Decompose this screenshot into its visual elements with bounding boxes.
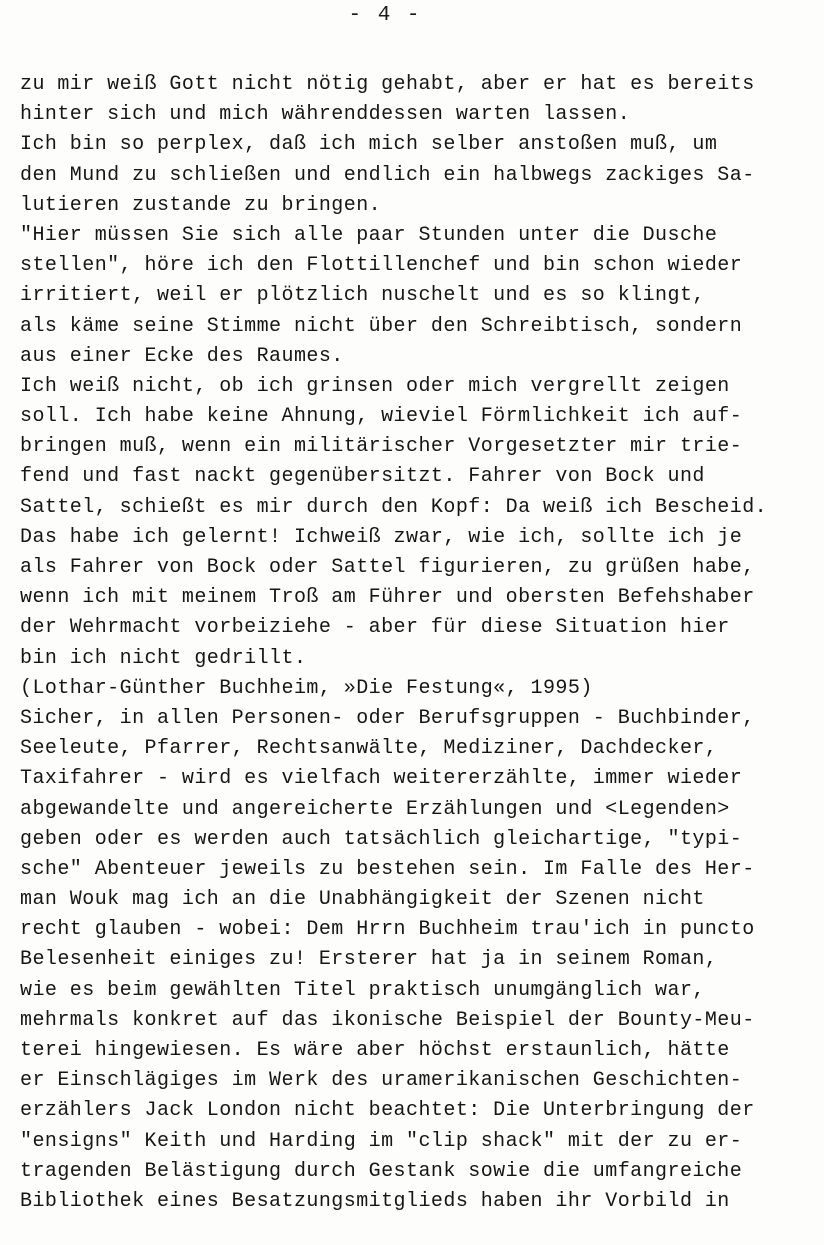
text-line: Ich bin so perplex, daß ich mich selber anstoßen muß, um	[20, 133, 718, 157]
text-line: Das habe ich gelernt! Ichweiß zwar, wie ich, sollte ich je	[20, 525, 743, 549]
text-line: abgewandelte und angereicherte Erzählungen und <Legenden>	[20, 797, 730, 821]
text-line: wie es beim gewählten Titel praktisch unumgänglich war,	[20, 978, 705, 1002]
text-line: hinter sich und mich währenddessen warten lassen.	[20, 103, 631, 127]
text-line: Sicher, in allen Personen- oder Berufsgruppen - Buchbinder,	[20, 706, 755, 730]
text-line: sche" Abenteuer jeweils zu bestehen sein. Im Falle des Her-	[20, 857, 755, 881]
text-line: Bibliothek eines Besatzungsmitglieds haben ihr Vorbild in	[20, 1189, 730, 1213]
text-line: lutieren zustande zu bringen.	[20, 193, 382, 217]
text-line: als Fahrer von Bock oder Sattel figurieren, zu grüßen habe,	[20, 556, 755, 579]
text-line: erzählers Jack London nicht beachtet: Die Unterbringung der	[20, 1099, 755, 1123]
text-line: bin ich nicht gedrillt.	[20, 646, 307, 670]
text-line: aus einer Ecke des Raumes.	[20, 344, 344, 368]
text-line: wenn ich mit meinem Troß am Führer und obersten Befehshaber	[20, 586, 755, 610]
text-line: mehrmals konkret auf das ikonische Beispiel der Bounty-Meu-	[20, 1008, 755, 1032]
text-line: recht glauben - wobei: Dem Hrrn Buchheim trau'ich in puncto	[20, 918, 755, 942]
text-line: terei hingewiesen. Es wäre aber höchst erstaunlich, hätte	[20, 1039, 730, 1062]
text-line: Ich weiß nicht, ob ich grinsen oder mich vergrellt zeigen	[20, 374, 730, 398]
text-line: soll. Ich habe keine Ahnung, wieviel Förmlichkeit ich auf-	[20, 405, 743, 429]
text-line: zu mir weiß Gott nicht nötig gehabt, aber er hat es bereits	[20, 73, 755, 96]
text-line: fend und fast nackt gegenübersitzt. Fahrer von Bock und	[20, 465, 705, 489]
text-line: Sattel, schießt es mir durch den Kopf: Da weiß ich Bescheid.	[20, 495, 768, 519]
text-line: stellen", höre ich den Flottillenchef und bin schon wieder	[20, 254, 743, 278]
typewritten-text-body	[20, 70, 810, 1217]
text-line: bringen muß, wenn ein militärischer Vorgesetzter mir trie-	[20, 435, 743, 459]
text-line: Seeleute, Pfarrer, Rechtsanwälte, Mediziner, Dachdecker,	[20, 737, 718, 761]
text-line: als käme seine Stimme nicht über den Schreibtisch, sondern	[20, 314, 743, 338]
text-line: geben oder es werden auch tatsächlich gleichartige, "typi-	[20, 827, 743, 851]
text-line: tragenden Belästigung durch Gestank sowie die umfangreiche	[20, 1159, 743, 1183]
text-line: (Lothar-Günther Buchheim, »Die Festung«, 1995)	[20, 676, 593, 700]
text-line: "Hier müssen Sie sich alle paar Stunden unter die Dusche	[20, 223, 718, 247]
text-line: der Wehrmacht vorbeiziehe - aber für diese Situation hier	[20, 616, 730, 640]
text-line: Taxifahrer - wird es vielfach weitererzählte, immer wieder	[20, 767, 743, 791]
text-line: irritiert, weil er plötzlich nuschelt und es so klingt,	[20, 284, 705, 308]
page-number: - 4 -	[348, 4, 422, 27]
text-line: man Wouk mag ich an die Unabhängigkeit der Szenen nicht	[20, 888, 705, 912]
text-line: er Einschlägiges im Werk des uramerikanischen Geschichten-	[20, 1069, 743, 1093]
text-line: den Mund zu schließen und endlich ein halbwegs zackiges Sa-	[20, 163, 755, 187]
text-line: Belesenheit einiges zu! Ersterer hat ja in seinem Roman,	[20, 948, 718, 972]
text-line: "ensigns" Keith und Harding im "clip shack" mit der zu er-	[20, 1129, 743, 1153]
